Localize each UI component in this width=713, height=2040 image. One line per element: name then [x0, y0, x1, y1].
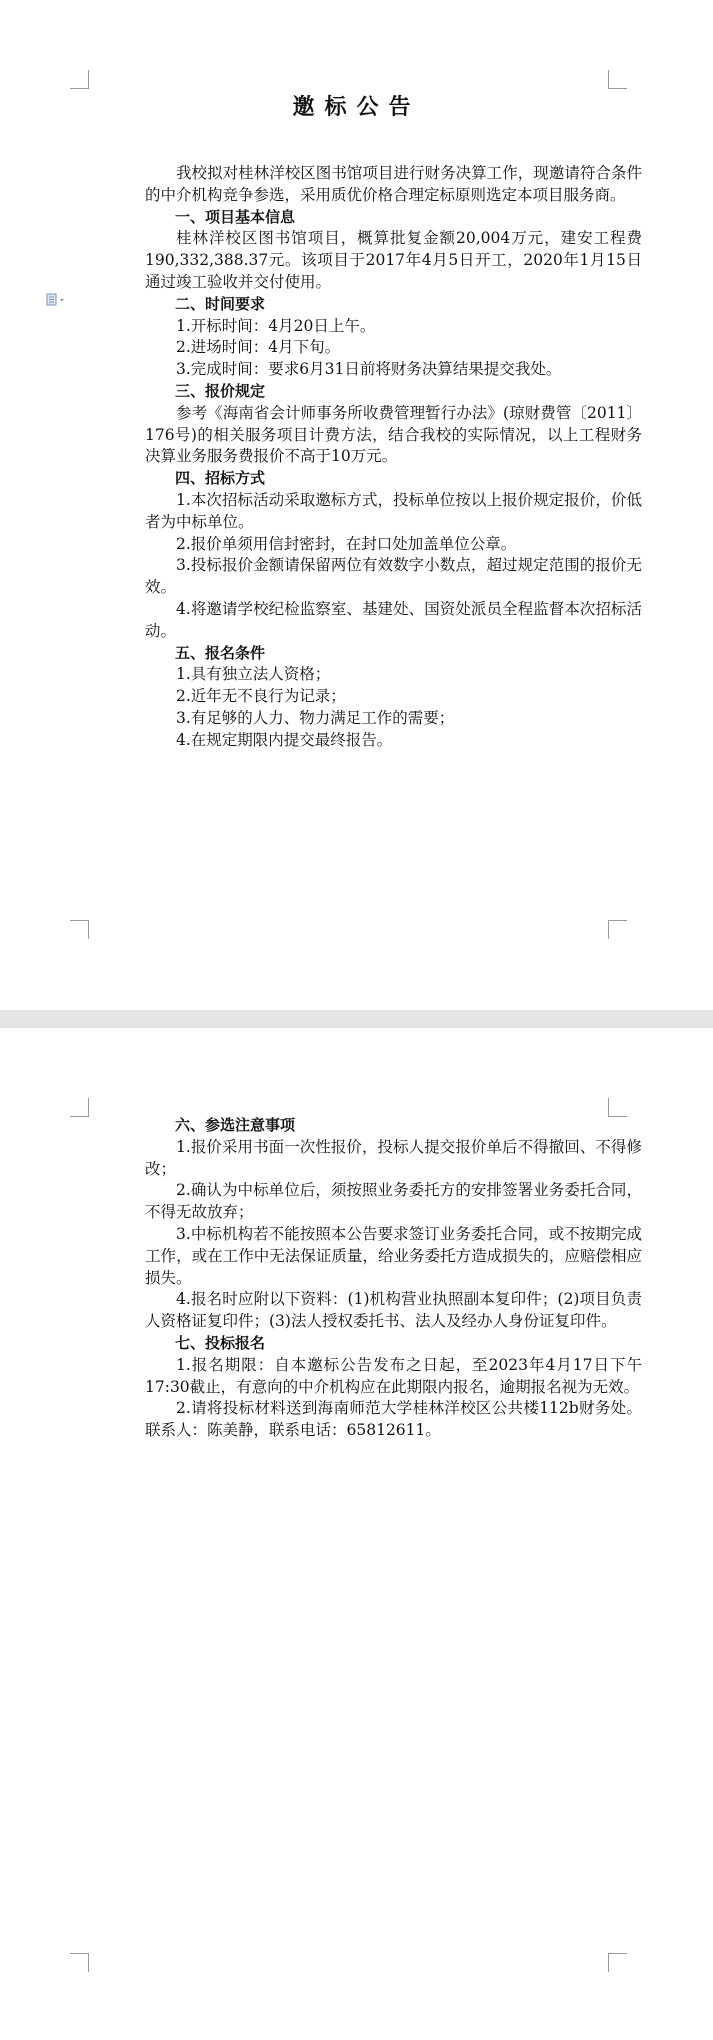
crop-mark	[70, 920, 89, 939]
list-item: 2.近年无不良行为记录；	[176, 687, 346, 706]
list-item: 4.在规定期限内提交最终报告。	[176, 730, 393, 749]
section-heading: 二、时间要求	[175, 294, 266, 313]
list-item: 3.完成时间：要求6月31日前将财务决算结果提交我处。	[176, 360, 562, 379]
document-body-page-2	[145, 1115, 642, 1442]
crop-mark	[70, 1098, 89, 1117]
crop-mark	[70, 70, 89, 89]
list-item: 2.进场时间：4月下旬。	[176, 338, 341, 357]
section-heading: 七、投标报名	[175, 1333, 266, 1352]
list-item: 4.将邀请学校纪检监察室、基建处、国资处派员全程监督本次招标活动。	[145, 599, 642, 640]
crop-mark	[70, 1953, 89, 1972]
list-item: 4.报名时应附以下资料：(1)机构营业执照副本复印件；(2)项目负责人资格证复印件；(3)法人授权委托书、法人及经办人身份证复印件。	[145, 1290, 642, 1331]
list-item: 3.中标机构若不能按照本公告要求签订业务委托合同，或不按期完成工作，或在工作中无法保证质量，给业务委托方造成损失的，应赔偿相应损失。	[145, 1224, 642, 1287]
section-heading: 一、项目基本信息	[175, 207, 296, 226]
list-item: 2.请将投标材料送到海南师范大学桂林洋校区公共楼112b财务处。联系人：陈美静，联系电话：65812611。	[145, 1399, 642, 1440]
list-item: 1.报价采用书面一次性报价，投标人提交报价单后不得撤回、不得修改；	[145, 1137, 642, 1178]
crop-mark	[608, 1953, 627, 1972]
page-separator	[0, 1010, 713, 1028]
list-item: 1.报名期限：自本邀标公告发布之日起，至2023年4月17日下午17:30截止，有意向的中介机构应在此期限内报名，逾期报名视为无效。	[145, 1355, 642, 1396]
page-title: 邀标公告	[292, 95, 421, 120]
list-item: 1.具有独立法人资格；	[176, 665, 331, 684]
list-item: 1.本次招标活动采取邀标方式，投标单位按以上报价规定报价，价低者为中标单位。	[145, 490, 642, 531]
crop-mark	[608, 920, 627, 939]
section-heading: 五、报名条件	[175, 643, 266, 662]
list-item: 3.有足够的人力、物力满足工作的需要；	[176, 708, 455, 727]
section-paragraph: 参考《海南省会计师事务所收费管理暂行办法》(琼财费管〔2011〕176号)的相关服务项目计费方法，结合我校的实际情况，以上工程财务决算业务服务费报价不高于10万元。	[145, 403, 642, 466]
list-item: 1.开标时间：4月20日上午。	[176, 316, 376, 335]
section-heading: 三、报价规定	[175, 381, 266, 400]
section-heading: 四、招标方式	[175, 469, 266, 488]
document-comment-icon[interactable]	[46, 292, 72, 306]
section-paragraph: 桂林洋校区图书馆项目，概算批复金额20,004万元，建安工程费190,332,388.37元。该项目于2017年4月5日开工，2020年1月15日通过竣工验收并交付使用。	[145, 229, 642, 291]
list-item: 2.报价单须用信封密封，在封口处加盖单位公章。	[176, 534, 517, 553]
document-page-1	[0, 0, 713, 1010]
section-heading: 六、参选注意事项	[175, 1116, 296, 1134]
list-item: 3.投标报价金额请保留两位有效数字小数点，超过规定范围的报价无效。	[145, 556, 642, 597]
intro-paragraph: 我校拟对桂林洋校区图书馆项目进行财务决算工作，现邀请符合条件的中介机构竞争参选，采用质优价格合理定标原则选定本项目服务商。	[145, 164, 642, 204]
document-body-page-1	[145, 163, 642, 752]
list-item: 2.确认为中标单位后，须按照业务委托方的安排签署业务委托合同，不得无故放弃；	[145, 1181, 642, 1222]
crop-mark	[608, 70, 627, 89]
